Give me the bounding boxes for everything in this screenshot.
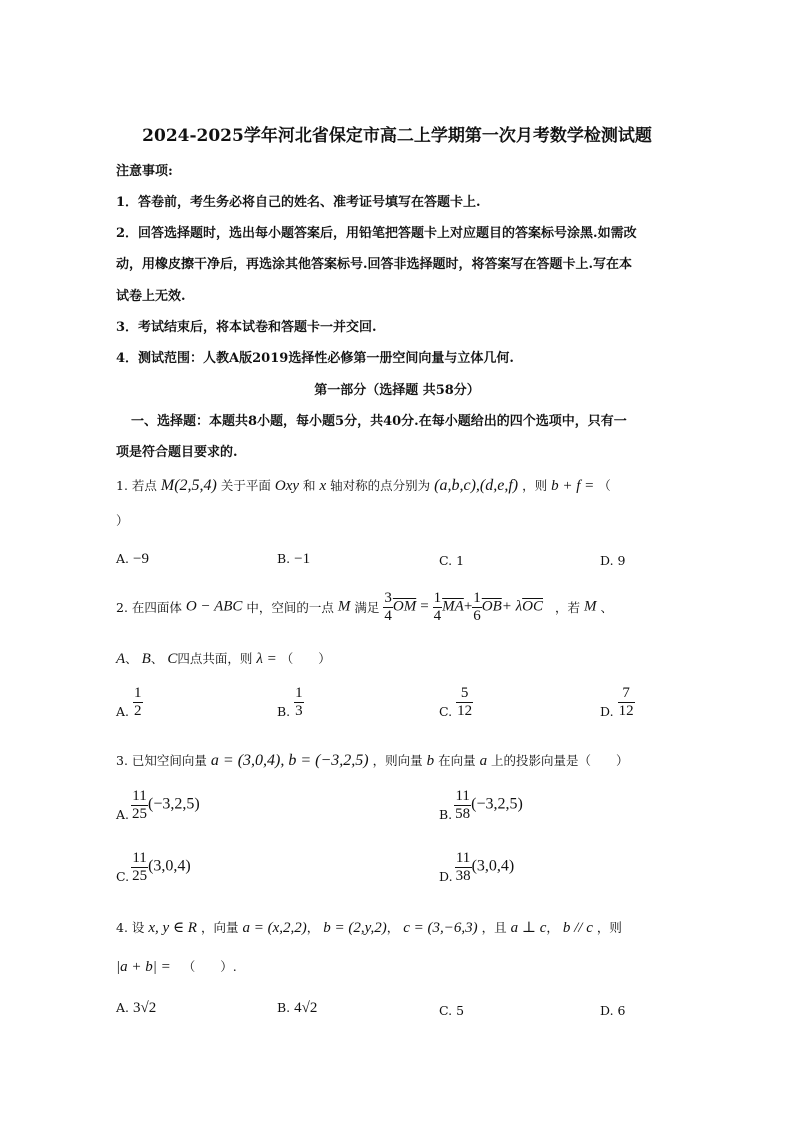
part1-heading: 第一部分（选择题 共58分） xyxy=(314,383,480,398)
note-item-2: 2．回答选择题时，选出每小题答案后，用铅笔把答题卡上对应题目的答案标号涂黑.如需改 xyxy=(116,226,637,241)
q1-points: (a,b,c),(d,e,f) xyxy=(434,477,519,494)
q3-option-c: C. $\frac{11}{25}$ (3,0,4) xyxy=(116,850,191,884)
question-4-cont: |a + b| = （ ）. xyxy=(116,959,237,975)
q3-option-b: B. $\frac{11}{58}$ (−3,2,5) xyxy=(439,788,523,822)
q2-equation: $\frac{3}{4}$ $\overline{OM}$ = $\frac{1}{4}$ $\overline{MA}+$ $\frac{1}{6}$ $\overline{OB}+ \lambda\overline{OC}$ xyxy=(384,590,543,624)
q3-option-a: A. $\frac{11}{25}$ (−3,2,5) xyxy=(116,788,200,822)
question-3: 3. 已知空间向量 a = (3,0,4), b = (−3,2,5) ，则向量 b 在向量 a 上的投影向量是（ ） xyxy=(116,752,629,769)
question-2: 2. 在四面体 O − ABC 中，空间的一点 M 满足 $\frac{3}{4}$ $\overline{OM}$ = $\frac{1}{4}$ $\overline{MA}+$ $\frac{1}{6}$ $\overline{OB}+ \lambda\overline{OC}$ ，若 M 、 xyxy=(116,590,613,624)
q4-option-b: B. 4√2 xyxy=(277,1000,318,1016)
q1-option-a: A. −9 xyxy=(116,551,149,567)
q4-option-c: C. 5 xyxy=(439,1003,465,1018)
note-item-2-cont: 动，用橡皮擦干净后，再选涂其他答案标号.回答非选择题时，将答案写在答题卡上.写在本 xyxy=(116,257,633,272)
note-item-2-end: 试卷上无效. xyxy=(116,289,186,304)
part1-instructions-cont: 项是符合题目要求的. xyxy=(116,445,238,460)
q3-option-d: D. $\frac{11}{38}$ (3,0,4) xyxy=(439,850,515,884)
part1-instructions: 一、选择题：本题共8小题，每小题5分，共40分.在每小题给出的四个选项中，只有一 xyxy=(131,414,627,429)
page-title: 2024-2025学年河北省保定市高二上学期第一次月考数学检测试题 xyxy=(142,126,652,146)
note-item-4: 4．测试范围：人教A版2019选择性必修第一册空间向量与立体几何. xyxy=(116,351,514,366)
q1-expr: b + f = xyxy=(551,478,595,494)
q4-option-d: D. 6 xyxy=(600,1003,626,1018)
q1-axis: x xyxy=(319,478,327,494)
q1-option-b: B. −1 xyxy=(277,551,311,567)
question-2-cont: A、 B、 C四点共面，则 λ = （ ） xyxy=(116,651,331,667)
q1-point: M(2,5,4) xyxy=(160,477,217,494)
q2-option-c: C. $\frac{5}{12}$ xyxy=(439,685,473,719)
notes-heading: 注意事项: xyxy=(116,164,173,179)
question-1: 1. 若点 M(2,5,4) 关于平面 Oxy 和 x 轴对称的点分别为 (a,b,c),(d,e,f) ，则 b + f = （ xyxy=(116,477,611,494)
note-item-3: 3．考试结束后，将本试卷和答题卡一并交回. xyxy=(116,320,377,335)
q1-plane: Oxy xyxy=(274,478,300,494)
q4-option-a: A. 3√2 xyxy=(116,1000,157,1016)
q1-option-d: D. 9 xyxy=(600,553,626,568)
q2-option-b: B. $\frac{1}{3}$ xyxy=(277,685,303,719)
q2-option-d: D. $\frac{7}{12}$ xyxy=(600,685,634,719)
note-item-1: 1．答卷前，考生务必将自己的姓名、准考证号填写在答题卡上. xyxy=(116,195,481,210)
q1-option-c: C. 1 xyxy=(439,553,465,568)
q3-vectors: a = (3,0,4), b = (−3,2,5) xyxy=(210,752,369,769)
q1-paren-close: ） xyxy=(116,513,129,528)
question-4: 4. 设 x, y ∈ R ，向量 a = (x,2,2)， b = (2,y,2)， c = (3,−6,3) ，且 a ⊥ c， b // c ，则 xyxy=(116,920,622,936)
q2-option-a: A. $\frac{1}{2}$ xyxy=(116,685,142,719)
